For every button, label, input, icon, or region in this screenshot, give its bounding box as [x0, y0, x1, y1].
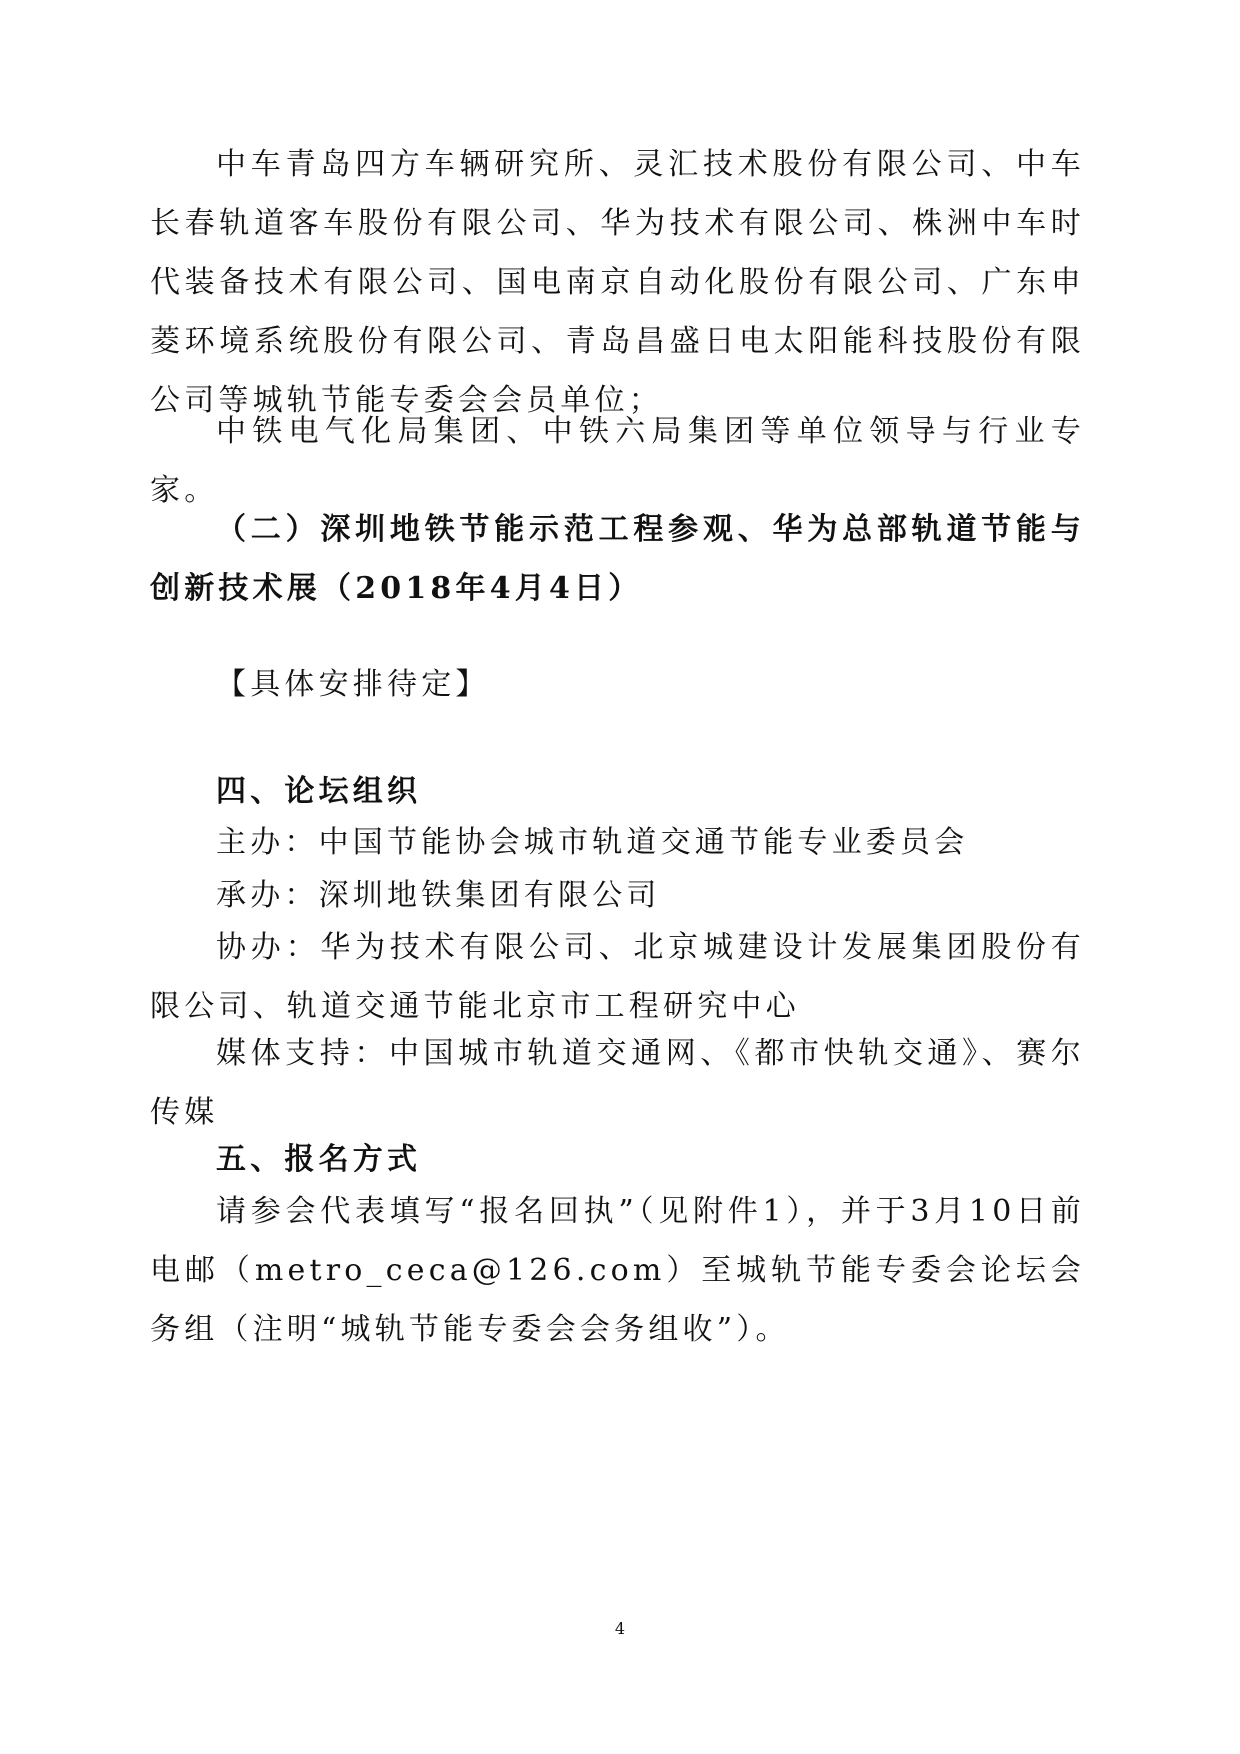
paragraph-member-units: 中车青岛四方车辆研究所、灵汇技术股份有限公司、中车长春轨道客车股份有限公司、华为技术有限公司、株洲中车时代装备技术有限公司、国电南京自动化股份有限公司、广东申菱环境系统股份有限公司、青岛昌盛日电太阳能科技股份有限公司等城轨节能专委会会员单位；: [150, 147, 1085, 418]
media-support-paragraph: 媒体支持：中国城市轨道交通网、《都市快轨交通》、赛尔传媒: [150, 1036, 1085, 1130]
organizer-line: 承办：深圳地铁集团有限公司: [216, 878, 661, 913]
registration-paragraph: 请参会代表填写“报名回执”（见附件1），并于3月10日前电邮（metro_ceca@126.com）至城轨节能专委会论坛会务组（注明“城轨节能专委会会务组收”）。: [150, 1194, 1085, 1347]
host-line: 主办：中国节能协会城市轨道交通节能专业委员会: [216, 825, 969, 860]
section-four-heading: 四、论坛组织: [216, 774, 422, 809]
section-five-heading: 五、报名方式: [216, 1142, 422, 1177]
co-organizer-paragraph: 协办：华为技术有限公司、北京城建设计发展集团股份有限公司、轨道交通节能北京市工程研究中心: [150, 930, 1085, 1024]
page-number: 4: [614, 1619, 626, 1638]
pending-arrangement-note: 【具体安排待定】: [216, 667, 490, 702]
paragraph-leaders-experts: 中铁电气化局集团、中铁六局集团等单位领导与行业专家。: [150, 414, 1085, 508]
section-two-heading: （二）深圳地铁节能示范工程参观、华为总部轨道节能与创新技术展（2018年4月4日）: [150, 512, 1085, 606]
